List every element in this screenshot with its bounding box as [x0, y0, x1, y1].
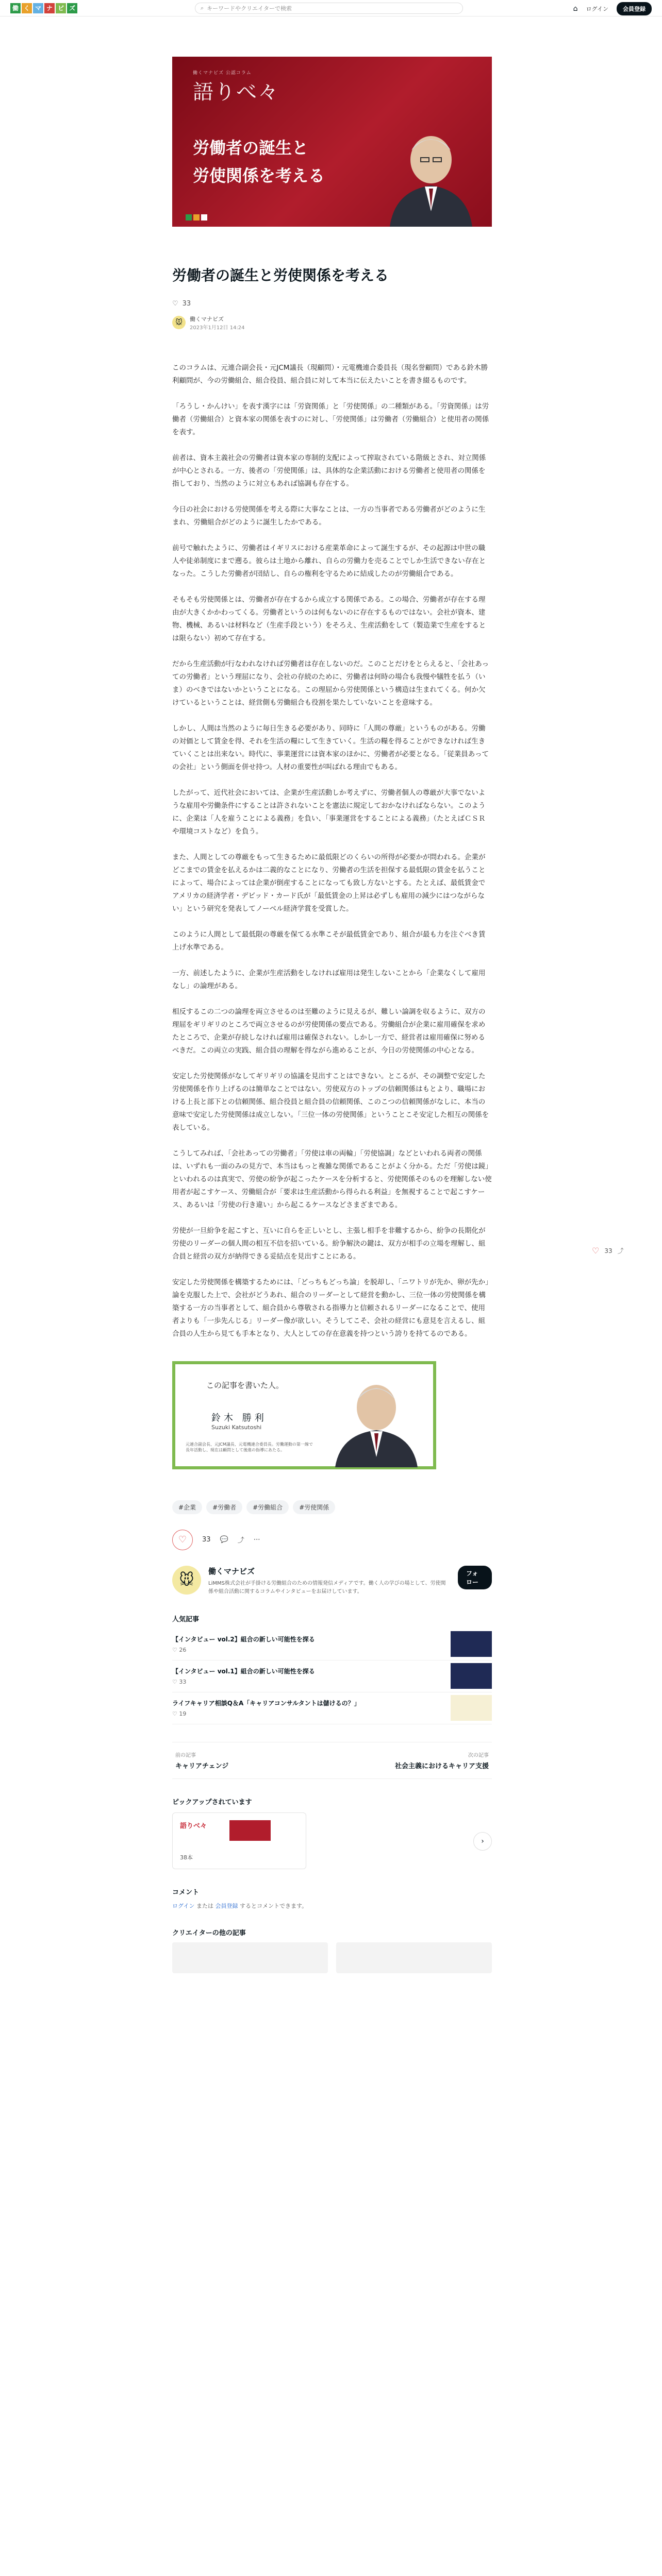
paragraph: 安定した労使関係がなしてギリギリの協議を見出すことはできない。とこるが、その調整で安定した労使関係を作り上げるのは簡単なことではない。労使双方のトップの信頼関係はもとより、職場における上長と部下との信頼関係、組合役員と組合員の信頼関係、このこつの信頼関係がなしに、本当の意味で安定した労使関係は成立しない。「三位一体の労使関係」ということこそ安定した相互の関係を表している。	[172, 1072, 489, 1132]
heart-icon[interactable]: ♡	[172, 299, 178, 308]
next-article-link[interactable]	[395, 1751, 489, 1770]
top-bar	[0, 0, 662, 16]
paragraph: 前号で触れたように、労働者はイギリスにおける産業革命によって誕生するが、その起源は中世の職人や徒弟制度にまで遡る。彼らは土地から離れ、自らの労働力を売ることでしか生活できない存在となった。こうした労働者が団結し、自らの権利を守るために結成したのが労働組合である。	[172, 544, 486, 578]
search-placeholder: キーワードやクリエイターで検索	[207, 5, 292, 12]
other-articles	[172, 1942, 492, 1973]
popular-likes: ♡ 26	[172, 1647, 187, 1654]
hero-brand-title: 語りべ々	[193, 80, 279, 104]
pickup-thumbnail	[229, 1820, 271, 1841]
pickup-title: 語りべ々	[180, 1822, 207, 1830]
login-link[interactable]: ログイン	[586, 6, 608, 12]
paragraph: 今日の社会における労使関係を考える際に大事なことは、一方の当事者である労働者がどのように生まれ、労働組合がどのように誕生したかである。	[172, 505, 486, 527]
hero-brand	[193, 69, 279, 105]
paragraph: しかし、人間は当然のように毎日生きる必要があり、同時に「人間の尊厳」というものがある。労働の対価として賃金を得、それを生活の糧にして生きていく。生活の糧を得ることができなければ生きていくことは出来ない。時代に、事業運営には資本家のほかに、労働者が必要となる。「従業員あっての会社」という側面を併せ持つ。人材の重要性が叫ばれる理由でもある。	[172, 724, 489, 771]
avatar[interactable]: 🐭	[172, 1566, 201, 1595]
prev-title: キャリアチェンジ	[175, 1762, 229, 1770]
signup-link[interactable]: 会員登録	[215, 1902, 238, 1909]
hero-badge	[186, 214, 207, 221]
side-like-count: 33	[604, 1247, 613, 1255]
site-logo[interactable]	[10, 3, 77, 13]
logo-char: 働	[10, 3, 21, 13]
popular-title: ライフキャリア相談Q＆A「キャリアコンサルタントは儲けるの？」	[172, 1700, 360, 1707]
carousel-next-button[interactable]: ›	[473, 1832, 492, 1851]
article-actions	[172, 1530, 492, 1550]
hero-brand-sub: 働くマナビズ 公認コラム	[193, 71, 252, 76]
hero-title	[193, 134, 325, 190]
pickup-count: 38本	[180, 1854, 193, 1861]
profile-label: この記事を書いた人。	[206, 1380, 284, 1390]
creator-name[interactable]: 働くマナビズ	[208, 1566, 255, 1576]
logo-char: ナ	[44, 3, 55, 13]
article	[172, 57, 492, 1973]
logo-char: ビ	[56, 3, 66, 13]
thumbnail	[451, 1695, 492, 1721]
profile-photo	[325, 1375, 428, 1467]
author-photo	[385, 124, 477, 227]
creator-card	[172, 1566, 492, 1596]
heart-icon[interactable]: ♡	[592, 1246, 600, 1256]
author-profile-card	[172, 1361, 436, 1469]
top-actions	[573, 2, 652, 15]
article-body	[172, 362, 492, 1341]
share-icon[interactable]: ⤴	[237, 1537, 244, 1545]
popular-title: 【インタビュー vol.2】組合の新しい可能性を探る	[172, 1636, 315, 1643]
logo-char: く	[22, 3, 32, 13]
list-item[interactable]	[172, 1660, 492, 1692]
search-input[interactable]	[195, 3, 463, 14]
popular-title: 【インタビュー vol.1】組合の新しい可能性を探る	[172, 1668, 315, 1675]
comments-heading: コメント	[172, 1888, 200, 1896]
hero-image	[172, 57, 492, 227]
article-title: 労働者の誕生と労使関係を考える	[172, 267, 389, 284]
pickup-heading: ピックアップされています	[172, 1798, 252, 1806]
hero-title-line: 労働者の誕生と	[193, 138, 309, 158]
popular-likes: ♡ 19	[172, 1710, 187, 1718]
follow-button[interactable]: フォロー	[458, 1566, 492, 1589]
prev-next-nav	[172, 1742, 492, 1779]
floating-actions	[592, 1246, 624, 1256]
like-row	[172, 300, 492, 308]
signup-button[interactable]: 会員登録	[617, 2, 652, 15]
tag[interactable]: #労使関係	[293, 1500, 335, 1514]
tag[interactable]: #労働者	[206, 1500, 242, 1514]
profile-desc: 元連合副会長、元JCM議長、元電機連合委員長。労働運動の第一線で長年活動し、現在は顧問として後進の指導にあたる。	[186, 1442, 313, 1452]
tag[interactable]: #労働組合	[246, 1500, 289, 1514]
paragraph: 相反するこの二つの論理を両立させるのは至難のように見えるが、難しい論調を収るように、双方の理屈をギリギリのところで両立させるのが労使関係の要点である。労働組合が企業に雇用確保を求めたところで、企業が存続しなければ雇用は確保されない。しかし一方で、経営者は雇用確保に努めるべきだ。この両立の実践、組合員の理解を得ながら進めることが、今日の労使関係の中心となる。	[172, 1007, 486, 1055]
list-item[interactable]	[172, 1629, 492, 1660]
like-button[interactable]: ♡	[172, 1530, 193, 1550]
thumbnail	[451, 1663, 492, 1689]
tag[interactable]: #企業	[172, 1500, 202, 1514]
search-icon: ⌕	[201, 5, 204, 11]
creator-desc: LiMMS株式会社が手掛ける労働組合のための情報発信メディアです。働く人の学びの場として、労使関係や組合活動に関するコラムやインタビューをお届けしています。	[208, 1580, 446, 1595]
paragraph: こうしてみれば、「会社あっての労働者」「労使は車の両輪」「労使協調」などといわれる両者の関係は、いずれも一面のみの見方で、本当はもっと複雑な関係であることがよく分かる。ただ「労使は鏡」といわれるのは真実で、労使の紛争が起こったケースを分析すると、労使関係そのものを理解しない使用者が起こすケース、労働組合が「要求は生産活動から得られる利益」を無視することで起こすケース、あるいは「労使の行き違い」から起こるケースなどさまざまである。	[172, 1149, 492, 1209]
author-row	[172, 315, 492, 331]
like-count: 33	[182, 299, 191, 308]
paragraph: このように人間として最低限の尊厳を保てる水準こそが最低賃金であり、組合が最も力を注ぐべき賃上げ水準である。	[172, 930, 486, 952]
more-icon[interactable]: ⋯	[253, 1536, 260, 1544]
hero-title-line: 労使関係を考える	[193, 166, 325, 185]
pickup-card[interactable]	[172, 1812, 306, 1869]
profile-roman: Suzuki Katsutoshi	[211, 1423, 262, 1431]
comment-icon[interactable]: 💬	[220, 1536, 228, 1544]
popular-list	[172, 1629, 492, 1724]
paragraph: 「ろうし・かんけい」を表す漢字には「労資関係」と「労使関係」の二種類がある。「労資関係」は労働者（労働組合）と資本家の関係を表すのに対し、「労使関係」は労働者（労働組合）と使用者の関係を表す。	[172, 402, 489, 436]
logo-char: ズ	[67, 3, 77, 13]
others-heading: クリエイターの他の記事	[172, 1929, 246, 1937]
list-item[interactable]	[172, 1692, 492, 1724]
paragraph: 一方、前述したように、企業が生産活動をしなければ雇用は発生しないことから「企業なくして雇用なし」の論理がある。	[172, 969, 486, 990]
login-link[interactable]: ログイン	[172, 1902, 195, 1909]
popular-likes: ♡ 33	[172, 1679, 187, 1686]
logo-char: マ	[33, 3, 43, 13]
paragraph: また、人間としての尊厳をもって生きるために最低限どのくらいの所得が必要かが問われる。企業がどこまでの賃金を払えるかは二義的なことになり、労働者の生活を担保する最低限の賃金を払うことによって、場合によっては企業が倒産することになっても致し方ないとする。たとえば、最低賃金でアメリカの経済学者・デビッド・カード氏が「最低賃金の上昇は必ずしも雇用の減少にはつながらない」という研究を発表してノーベル経済学賞を受賞した。	[172, 853, 486, 913]
article-card[interactable]	[336, 1942, 492, 1973]
paragraph: 前者は、資本主義社会の労働者は資本家の専制的支配によって搾取されている階級とされ、対立関係が中心とされる。一方、後者の「労使関係」は、具体的な企業活動における労働者と使用者の関係を指しており、当然のように対立もあれば協調も存在する。	[172, 453, 486, 488]
home-icon[interactable]: ⌂	[573, 5, 578, 13]
tag-list	[172, 1500, 492, 1514]
avatar[interactable]: 🐭	[172, 316, 186, 329]
share-icon[interactable]: ⤴	[617, 1247, 624, 1255]
paragraph: そもそも労使関係とは、労働者が存在するから成立する関係である。この場合、労働者が存在する理由が大きくかかわってくる。労働者というのは何もないのに存在するものではない。会社が資本、建物、機械、あるいは材料など（生産手段という）をそろえ、生産活動をして（製造業で生産をするとは限らない）初めて存在する。	[172, 595, 486, 642]
publish-date: 2023年1月12日 14:24	[190, 325, 245, 331]
paragraph: 安定した労使関係を構築するためには、「どっちもどっち論」を脱却し、「ニワトリが先か、卵が先か」論を克服した上で、会社がどうあれ、組合のリーダーとして経営を動かし、三位一体の労使関係を構築する一方の当事者として、組合員から尊敬される指導力と信頼されるリーダーになることで、使用者よりも「一歩先んじる」リーダー像が欲しい。そうしてこそ、会社の経営にも意見を言えるし、組合員の人生から見ても手本となり、大人としての存在意義を持つという誇りを持てるのである。	[172, 1278, 489, 1338]
next-label: 次の記事	[468, 1752, 489, 1758]
comment-prompt: ログイン または 会員登録 するとコメントできます。	[172, 1902, 308, 1909]
paragraph: このコラムは、元連合副会長・元JCM議長（現顧問）・元電機連合委員長（現名誉顧問）である鈴木勝利顧問が、今の労働組合、組合役員、組合員に対して本当に伝えたいことを書き綴るものです。	[172, 363, 488, 385]
next-title: 社会主義におけるキャリア支援	[394, 1762, 489, 1770]
author-name[interactable]: 働くマナビズ	[190, 315, 224, 323]
footer-like-count: 33	[202, 1536, 211, 1544]
paragraph: だから生産活動が行なわれなければ労働者は存在しないのだ。このことだけをとらえると、「会社あっての労働者」という理屈になり、会社の存続のために、労働者は何時の場合も我慢や犠牲を払う（いま）のべきではないかということになる。この理屈から労使関係という構造は生まれてくる。何か欠けているということは、経営側も労働組合も役割を果たしていないことを意味する。	[172, 659, 489, 707]
paragraph: したがって、近代社会においては、企業が生産活動しか考えずに、労働者個人の尊厳が大事でないような雇用や労働条件にすることは許されないことを憲法に規定しておかなければならない。このように、企業は「人を雇うことによる義務」を負い、「事業運営をすることによる義務」（たとえばＣＳＲや環境コストなど）を負う。	[172, 788, 486, 836]
thumbnail	[451, 1631, 492, 1657]
paragraph: 労使が一旦紛争を起こすと、互いに自らを正しいとし、主張し相手を非難するから、紛争の長期化が労使のリーダーの個人間の相互不信を招いている。紛争解決の鍵は、双方が相手の立場を理解し、組合員と経営の双方が納得できる妥結点を見出すことにある。	[172, 1226, 486, 1261]
article-card[interactable]	[172, 1942, 328, 1973]
profile-name: 鈴木 勝利	[211, 1412, 267, 1423]
popular-heading: 人気記事	[172, 1615, 200, 1623]
prev-label: 前の記事	[175, 1752, 196, 1758]
prev-article-link[interactable]	[175, 1751, 228, 1770]
